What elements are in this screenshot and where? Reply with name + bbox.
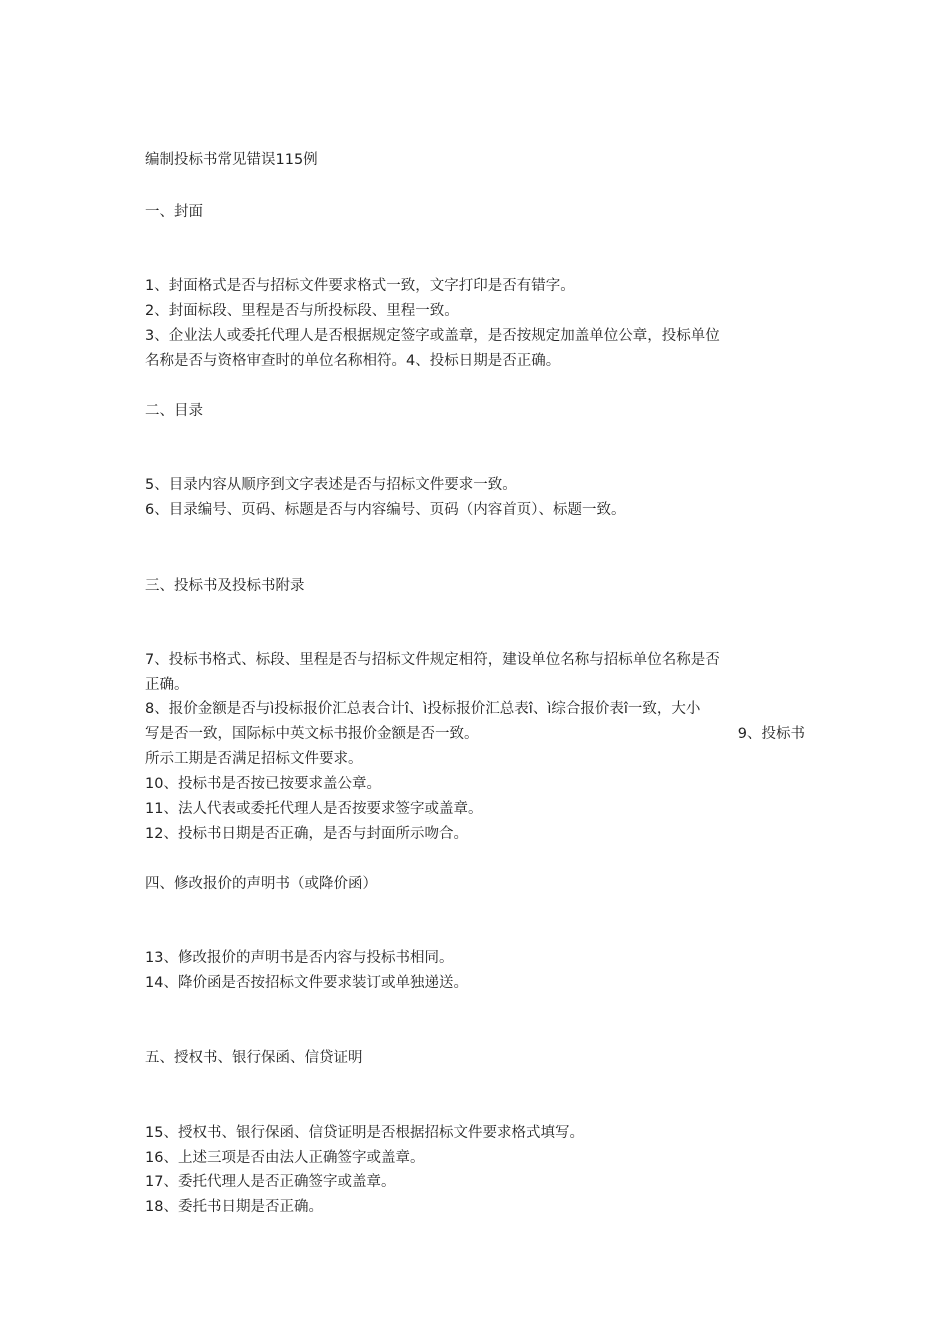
paragraph-line: 12、投标书日期是否正确，是否与封面所示吻合。 <box>145 826 468 842</box>
paragraph-line: 名称是否与资格审查时的单位名称相符。4、投标日期是否正确。 <box>145 353 561 369</box>
section-heading-toc: 二、目录 <box>145 403 203 419</box>
paragraph-line: 写是否一致，国际标中英文标书报价金额是否一致。 <box>145 726 479 742</box>
paragraph-line: 3、企业法人或委托代理人是否根据规定签字或盖章，是否按规定加盖单位公章，投标单位 <box>145 328 720 344</box>
paragraph-line: 13、修改报价的声明书是否内容与投标书相同。 <box>145 950 454 966</box>
document-title: 编制投标书常见错误115例 <box>145 152 318 168</box>
paragraph-line: 8、报价金额是否与ì投标报价汇总表合计î、ì投标报价汇总表î、ì综合报价表î一致，大小 <box>145 701 701 717</box>
paragraph-line: 6、目录编号、页码、标题是否与内容编号、页码（内容首页）、标题一致。 <box>145 502 626 518</box>
section-heading-authorization: 五、授权书、银行保函、信贷证明 <box>145 1050 363 1066</box>
section-heading-bid: 三、投标书及投标书附录 <box>145 578 305 594</box>
paragraph-line: 正确。 <box>145 677 189 693</box>
paragraph-line: 5、目录内容从顺序到文字表述是否与招标文件要求一致。 <box>145 477 517 493</box>
paragraph-line: 16、上述三项是否由法人正确签字或盖章。 <box>145 1150 425 1166</box>
paragraph-line: 18、委托书日期是否正确。 <box>145 1199 323 1215</box>
paragraph-line: 9、投标书 <box>737 726 805 742</box>
paragraph-line: 2、封面标段、里程是否与所投标段、里程一致。 <box>145 303 459 319</box>
paragraph-line: 7、投标书格式、标段、里程是否与招标文件规定相符，建设单位名称与招标单位名称是否 <box>145 652 720 668</box>
paragraph-line-split <box>145 724 805 744</box>
paragraph-line: 11、法人代表或委托代理人是否按要求签字或盖章。 <box>145 801 483 817</box>
paragraph-line: 1、封面格式是否与招标文件要求格式一致，文字打印是否有错字。 <box>145 278 575 294</box>
section-heading-cover: 一、封面 <box>145 204 203 220</box>
paragraph-line: 10、投标书是否按已按要求盖公章。 <box>145 776 381 792</box>
paragraph-line: 所示工期是否满足招标文件要求。 <box>145 751 363 767</box>
section-heading-price-change: 四、修改报价的声明书（或降价函） <box>145 876 377 892</box>
paragraph-line: 14、降价函是否按招标文件要求装订或单独递送。 <box>145 975 468 991</box>
paragraph-line: 17、委托代理人是否正确签字或盖章。 <box>145 1174 396 1190</box>
paragraph-line: 15、授权书、银行保函、信贷证明是否根据招标文件要求格式填写。 <box>145 1125 584 1141</box>
